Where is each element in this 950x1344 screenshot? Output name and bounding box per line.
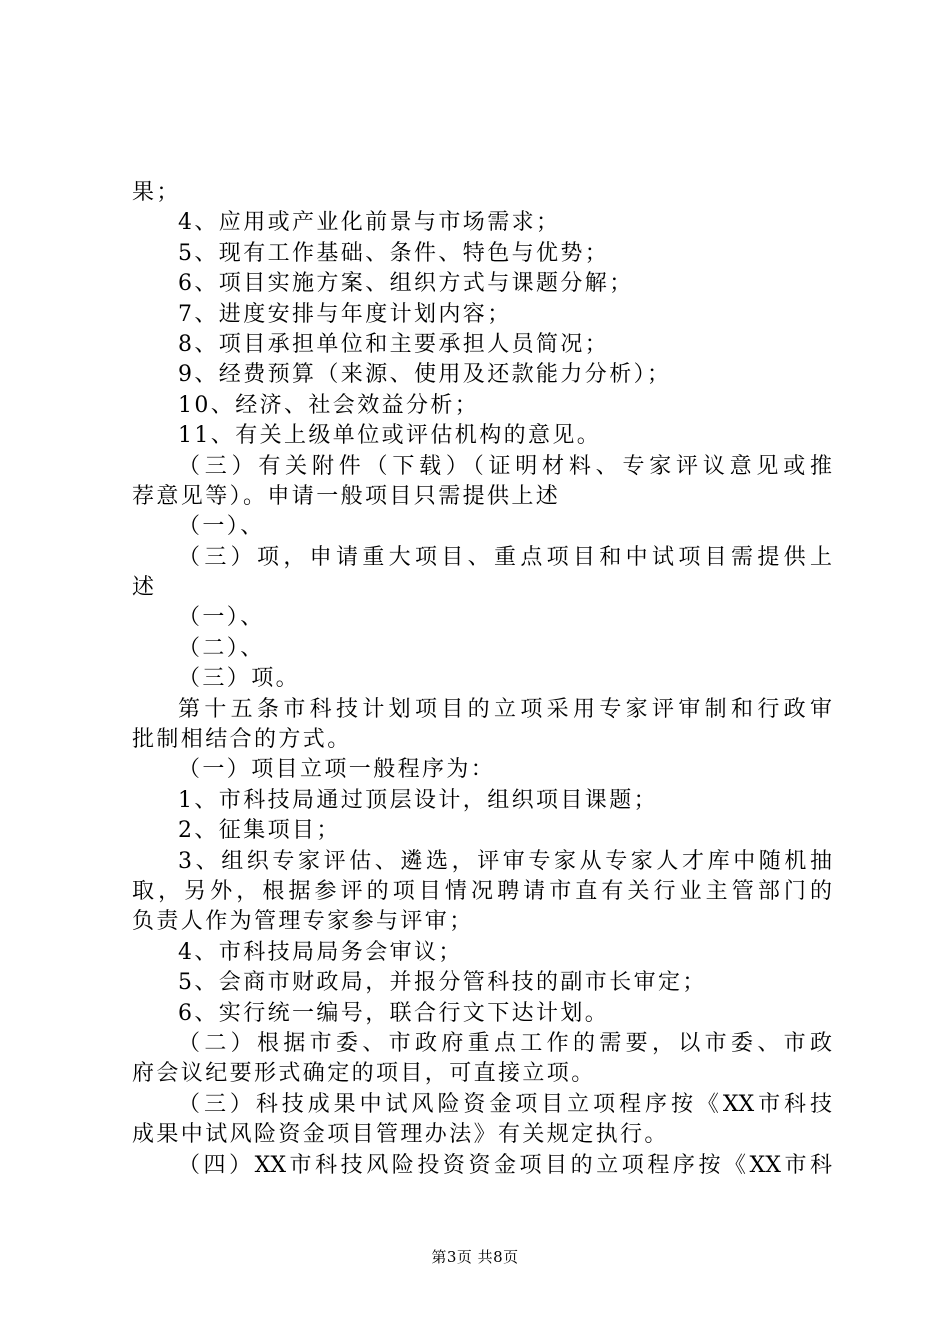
- text-line: 3、组织专家评估、遴选，评审专家从专家人才库中随机抽: [178, 848, 832, 874]
- text-line: 负责人作为管理专家参与评审；: [132, 909, 474, 935]
- page-footer: [0, 1246, 950, 1267]
- document-body: [132, 178, 832, 1181]
- text-line: （三）有关附件（下载）（证明材料、专家评议意见或推: [178, 453, 832, 479]
- page-number-label: 第3页 共8页: [431, 1248, 519, 1266]
- text-line: 7、进度安排与年度计划内容；: [178, 301, 512, 327]
- text-line: 8、项目承担单位和主要承担人员简况；: [178, 331, 610, 357]
- text-line: 2、征集项目；: [178, 818, 341, 844]
- text-line: （二）、: [178, 635, 265, 661]
- text-line: 5、现有工作基础、条件、特色与优势；: [178, 240, 610, 266]
- text-line: 荐意见等）。申请一般项目只需提供上述: [132, 483, 561, 509]
- text-line: （三）项，申请重大项目、重点项目和中试项目需提供上: [178, 544, 832, 570]
- text-line: （一）、: [178, 514, 265, 540]
- text-line: 5、会商市财政局，并报分管科技的副市长审定；: [178, 970, 707, 996]
- text-line: 4、应用或产业化前景与市场需求；: [178, 210, 561, 236]
- text-line: 4、市科技局局务会审议；: [178, 939, 463, 965]
- text-line: 11、有关上级单位或评估机构的意见。: [178, 423, 602, 449]
- text-line: 10、经济、社会效益分析；: [178, 392, 480, 418]
- text-line: 取，另外，根据参评的项目情况聘请市直有关行业主管部门的: [132, 878, 832, 904]
- text-line: 府会议纪要形式确定的项目，可直接立项。: [132, 1061, 596, 1087]
- text-line: （四）XX市科技风险投资资金项目的立项程序按《XX市科: [178, 1152, 832, 1178]
- text-line: （三）项。: [178, 666, 301, 692]
- text-line: 第十五条市科技计划项目的立项采用专家评审制和行政审: [178, 696, 832, 722]
- text-line: （一）项目立项一般程序为：: [178, 757, 496, 783]
- text-line: （二）根据市委、市政府重点工作的需要，以市委、市政: [178, 1030, 832, 1056]
- text-line: 述: [132, 575, 157, 601]
- text-line: 成果中试风险资金项目管理办法》有关规定执行。: [132, 1122, 669, 1148]
- text-line: 批制相结合的方式。: [132, 727, 352, 753]
- text-line: （三）科技成果中试风险资金项目立项程序按《XX市科技: [178, 1091, 832, 1117]
- text-line: 6、项目实施方案、组织方式与课题分解；: [178, 271, 634, 297]
- text-line: 9、经费预算（来源、使用及还款能力分析）；: [178, 362, 672, 388]
- text-line: 果；: [132, 180, 181, 205]
- text-line: 1、市科技局通过顶层设计，组织项目课题；: [178, 787, 658, 813]
- text-line: 6、实行统一编号，联合行文下达计划。: [178, 1000, 610, 1026]
- text-line: （一）、: [178, 605, 265, 631]
